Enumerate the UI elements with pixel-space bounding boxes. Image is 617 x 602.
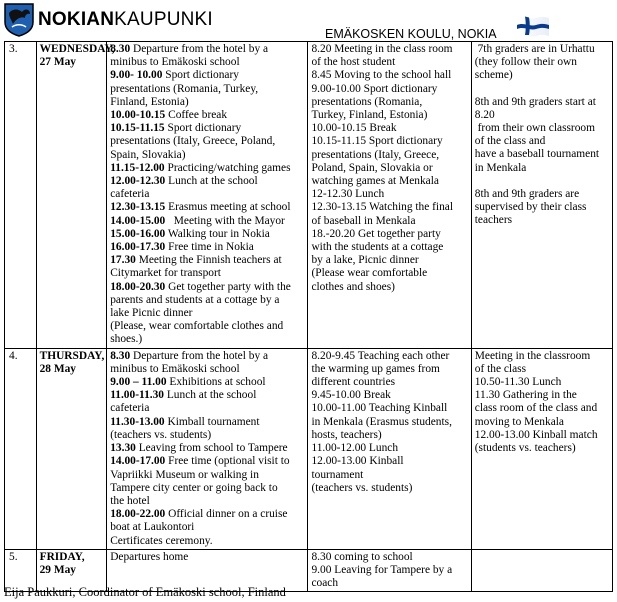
school-title: EMÄKOSKEN KOULU, NOKIA xyxy=(325,27,497,41)
visitor-program-cell xyxy=(107,42,308,349)
program-line xyxy=(110,376,304,389)
program-line: 10.00-10.15 Break xyxy=(311,122,397,135)
program-line xyxy=(110,429,304,442)
program-text: Get together party with the xyxy=(165,280,291,293)
program-time: 8.30 xyxy=(110,349,131,362)
program-text: Lunch at the school xyxy=(164,389,257,402)
visitor-program-cell xyxy=(107,348,308,549)
program-time: 10.15-11.15 xyxy=(110,122,165,135)
nokia-coat-of-arms-icon xyxy=(4,3,34,37)
program-line: 9.00 Leaving for Tampere by a xyxy=(311,563,453,576)
program-text: Departures home xyxy=(110,550,189,563)
program-time: 11.15-12.00 xyxy=(110,161,165,174)
program-line: presentations (Italy, Greece, xyxy=(311,148,440,161)
program-time: 14.00-15.00 xyxy=(110,214,166,227)
program-time: 9.00 – 11.00 xyxy=(110,376,167,389)
program-time: 12.30-13.15 xyxy=(110,201,166,214)
program-text: Practicing/watching games xyxy=(164,161,291,174)
program-line xyxy=(110,43,304,56)
program-line: 8th and 9th graders are xyxy=(474,187,580,200)
program-line: 7th graders are in Urhattu xyxy=(474,43,595,55)
program-line: 8.20 Meeting in the class room xyxy=(311,43,453,55)
program-text: Certificates ceremony. xyxy=(110,534,213,547)
program-line xyxy=(110,241,304,254)
program-line: (they follow their own xyxy=(474,56,577,69)
program-line: of the class and xyxy=(474,135,546,148)
program-line xyxy=(110,135,304,148)
program-line: clothes and shoes) xyxy=(311,280,395,293)
program-line xyxy=(110,469,304,482)
program-line xyxy=(110,188,304,201)
program-time: 12.00-12.30 xyxy=(110,175,166,188)
program-text: cafeteria xyxy=(110,188,150,201)
program-text: Tampere city center or going back to xyxy=(110,481,278,494)
program-time: 11.00-11.30 xyxy=(110,389,164,402)
program-line: the warming up games from xyxy=(311,362,440,375)
program-time: 10.00-10.15 xyxy=(110,109,166,122)
program-line xyxy=(110,402,304,415)
program-line: different countries xyxy=(311,376,396,389)
program-line: 10.15-11.15 Sport dictionary xyxy=(311,135,443,148)
program-line xyxy=(110,495,304,508)
program-time: 11.30-13.00 xyxy=(110,415,165,428)
program-line: 11.30 Gathering in the xyxy=(474,389,577,402)
program-text: Sport dictionary xyxy=(162,69,239,82)
host-student-program-cell xyxy=(308,348,471,549)
program-line: presentations (Romania, xyxy=(311,95,423,108)
program-line: in Menkala xyxy=(474,161,527,174)
host-student-program-cell xyxy=(308,42,471,349)
program-line: 18.-20.20 Get together party xyxy=(311,227,441,240)
program-line: from their own classroom xyxy=(474,122,595,135)
program-line xyxy=(110,482,304,495)
program-line xyxy=(110,254,304,267)
program-text: Finland, Estonia) xyxy=(110,95,189,108)
program-line: of the class xyxy=(474,362,527,375)
program-line: 10.50-11.30 Lunch xyxy=(474,376,562,389)
date-label: 27 May xyxy=(39,56,76,69)
other-students-program-cell xyxy=(471,348,612,549)
schedule-row xyxy=(5,42,613,349)
program-line xyxy=(110,508,304,521)
program-line: (teachers vs. students) xyxy=(311,481,413,494)
program-line xyxy=(110,442,304,455)
program-line: 9.00-10.00 Sport dictionary xyxy=(311,82,438,95)
program-line xyxy=(110,416,304,429)
program-text: cafeteria xyxy=(110,402,150,415)
program-text: Walking tour in Nokia xyxy=(165,227,270,240)
program-text: the hotel xyxy=(110,494,150,507)
program-line: supervised by their class xyxy=(474,201,587,214)
program-text: (teachers vs. students) xyxy=(110,428,212,441)
program-line: watching games at Menkala xyxy=(311,175,439,188)
other-students-program-cell xyxy=(471,549,612,592)
program-text: Kimball tournament xyxy=(164,415,260,428)
program-line xyxy=(110,215,304,228)
program-text: presentations (Italy, Greece, Poland, xyxy=(110,135,276,148)
program-line: 12.00-13.00 Kinball xyxy=(311,455,404,468)
program-line xyxy=(110,149,304,162)
program-text: Vapriikki Museum or walking in xyxy=(110,468,259,481)
program-line: coach xyxy=(311,577,339,590)
program-text: Erasmus meeting at school xyxy=(165,201,291,214)
program-line: of the host student xyxy=(311,56,396,69)
program-text: (Please, wear comfortable clothes and xyxy=(110,320,284,333)
footer-note: Eija Paukkuri, Coordinator of Emäkoski school, Finland xyxy=(4,585,286,599)
host-student-program-cell xyxy=(308,549,471,592)
program-text: shoes.) xyxy=(110,333,143,346)
date-label: 29 May xyxy=(39,563,76,576)
program-time: 13.30 xyxy=(110,442,136,455)
program-line: 10.00-11.00 Teaching Kinball xyxy=(311,402,448,415)
program-line xyxy=(110,162,304,175)
program-line: by a lake, Picnic dinner xyxy=(311,254,419,267)
program-text: Coffee break xyxy=(165,109,228,122)
program-line xyxy=(110,83,304,96)
day-number: 4. xyxy=(5,348,37,549)
program-time: 18.00-20.30 xyxy=(110,280,166,293)
program-line: Turkey, Finland, Estonia) xyxy=(311,109,428,122)
program-text: Departure from the hotel by a xyxy=(130,43,269,55)
program-line xyxy=(110,455,304,468)
schedule-table xyxy=(4,41,613,592)
program-time: 9.00- 10.00 xyxy=(110,69,163,82)
weekday-label: THURSDAY, xyxy=(39,349,105,362)
program-line: with the students at a cottage xyxy=(311,241,444,254)
program-line xyxy=(110,307,304,320)
program-line xyxy=(110,389,304,402)
day-number: 5. xyxy=(5,549,37,592)
program-line xyxy=(110,267,304,280)
program-time: 16.00-17.30 xyxy=(110,241,166,254)
program-line: class room of the class and xyxy=(474,402,598,415)
program-text: minibus to Emäkoski school xyxy=(110,362,240,375)
program-text: Free time (optional visit to xyxy=(165,455,290,468)
program-line xyxy=(110,294,304,307)
program-line: scheme) xyxy=(474,69,513,82)
program-line xyxy=(110,175,304,188)
program-text: Departure from the hotel by a xyxy=(130,349,269,362)
program-line xyxy=(110,320,304,333)
program-line xyxy=(110,535,304,548)
program-line: hosts, teachers) xyxy=(311,428,382,441)
page-header xyxy=(0,0,617,42)
program-time: 8.30 xyxy=(110,43,131,55)
program-line: Meeting in the classroom xyxy=(474,349,591,362)
program-line: (students vs. teachers) xyxy=(474,442,576,455)
program-line: 12.00-13.00 Kinball match xyxy=(474,428,598,441)
program-line xyxy=(110,122,304,135)
day-number: 3. xyxy=(5,42,37,349)
program-time: 14.00-17.00 xyxy=(110,455,166,468)
program-text: Sport dictionary xyxy=(164,122,242,135)
program-time: 18.00-22.00 xyxy=(110,508,166,521)
program-text: Meeting the Finnish teachers at xyxy=(135,254,282,267)
program-line: in Menkala (Erasmus students, xyxy=(311,415,452,428)
program-time: 17.30 xyxy=(110,254,136,267)
date-label: 28 May xyxy=(39,362,76,375)
program-line xyxy=(110,363,304,376)
program-line: teachers xyxy=(474,214,513,227)
program-text: Free time in Nokia xyxy=(165,241,254,254)
program-text: Spain, Slovakia) xyxy=(110,148,186,161)
day-cell xyxy=(36,42,115,349)
program-line xyxy=(110,350,304,363)
program-line: tournament xyxy=(311,468,364,481)
program-line: 8.30 coming to school xyxy=(311,550,413,563)
finland-flag-icon xyxy=(516,14,550,40)
program-line xyxy=(110,96,304,109)
blank-line xyxy=(475,83,609,96)
program-text: Lunch at the school xyxy=(165,175,258,188)
program-text: Citymarket for transport xyxy=(110,267,221,280)
program-line: of baseball in Menkala xyxy=(311,214,416,227)
weekday-label: FRIDAY, xyxy=(39,550,85,563)
day-cell xyxy=(36,348,107,549)
program-text: boat at Laukontori xyxy=(110,521,195,534)
blank-line xyxy=(475,175,609,188)
program-text: Leaving from school to Tampere xyxy=(135,442,288,455)
program-line: have a baseball tournament xyxy=(474,148,600,161)
program-line: 8.20 xyxy=(474,108,495,121)
program-line: 11.00-12.00 Lunch xyxy=(311,442,399,455)
program-text: Meeting with the Mayor xyxy=(165,214,285,227)
program-line xyxy=(110,201,304,214)
program-line xyxy=(110,228,304,241)
program-line: 9.45-10.00 Break xyxy=(311,389,391,402)
program-line xyxy=(110,281,304,294)
program-line: 8.20-9.45 Teaching each other xyxy=(311,349,450,362)
program-text: Exhibitions at school xyxy=(166,376,266,389)
program-line: moving to Menkala xyxy=(474,415,564,428)
program-text: parents and students at a cottage by a xyxy=(110,293,280,306)
schedule-row xyxy=(5,348,613,549)
program-text: minibus to Emäkoski school xyxy=(110,56,240,69)
program-line: (Please wear comfortable xyxy=(311,267,428,280)
program-text: presentations (Romania, Turkey, xyxy=(110,82,259,95)
program-text: lake Picnic dinner xyxy=(110,307,193,320)
program-line xyxy=(110,521,304,534)
other-students-program-cell xyxy=(471,42,612,349)
program-line xyxy=(110,551,304,564)
program-line: 8.45 Moving to the school hall xyxy=(311,69,452,82)
program-text: Official dinner on a cruise xyxy=(165,508,288,521)
program-line xyxy=(110,333,304,346)
weekday-label: WEDNESDAY, xyxy=(39,43,115,55)
program-line: 12.30-13.15 Watching the final xyxy=(311,201,453,214)
program-line xyxy=(110,69,304,82)
program-line xyxy=(110,109,304,122)
program-line xyxy=(110,56,304,69)
city-logo-text: NOKIANKAUPUNKI xyxy=(38,9,213,30)
program-time: 15.00-16.00 xyxy=(110,227,166,240)
program-line: 8th and 9th graders start at xyxy=(474,95,596,108)
program-line: Poland, Spain, Slovakia or xyxy=(311,161,433,174)
program-line: 12-12.30 Lunch xyxy=(311,188,385,201)
